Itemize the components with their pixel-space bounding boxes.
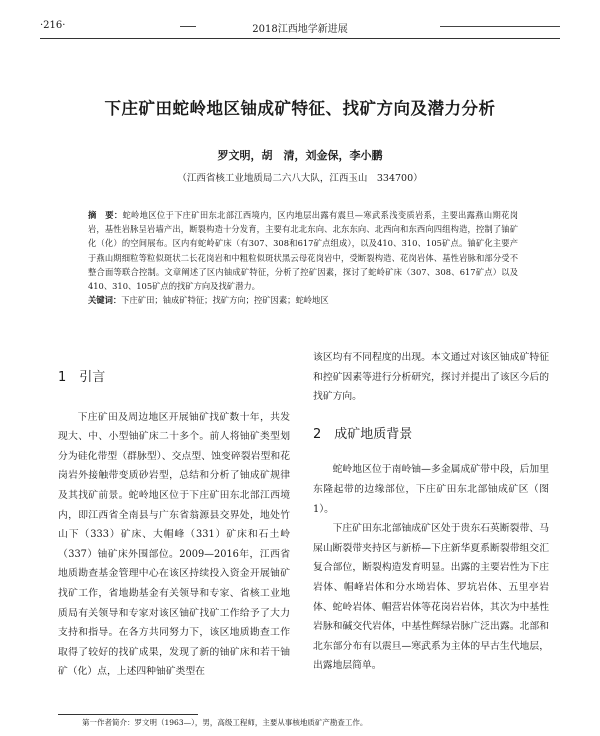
author-list: 罗文明，胡 清，刘金保，李小鹏	[217, 149, 383, 162]
abstract	[88, 208, 518, 293]
section-heading-introduction: 1 引言	[58, 370, 106, 385]
footnote: 第一作者简介：罗文明（1963—），男，高级工程师，主要从事核地质矿产勘查工作。	[82, 718, 368, 727]
header-divider	[40, 38, 560, 39]
body-paragraph: 蛇岭地区位于南岭铀—多金属成矿带中段，后加里东隆起带的边缘部位，下庄矿田东北部铀成矿区（图1）。	[313, 464, 549, 515]
header-rule-mark	[440, 26, 560, 27]
page-header	[40, 20, 560, 36]
left-column	[58, 368, 290, 682]
section-heading-geology: 2 成矿地质背景	[313, 426, 413, 442]
footnote-divider	[58, 714, 198, 715]
page-number: ·216·	[40, 20, 66, 31]
right-column	[313, 348, 549, 676]
abstract-text: 蛇岭地区位于下庄矿田东北部江西境内，区内地层出露有震旦—寒武系浅变质岩系，主要出露燕山期花岗岩，基性岩脉呈岩墙产出，断裂构造十分发育，主要有北北东向、北东东向、北西向和东西向四组构造，控制了铀矿化（化）的空间展布。区内有蛇岭矿床（有307、308和617矿点组成），以及410、310、105矿点。铀矿化主要产于燕山期细粒等粒似斑状二长花岗岩和中粗粒似斑状黑云母花岗岩中，受断裂构造、花岗岩体、基性岩脉和部分受不整合面等联合控制。文章阐述了区内铀成矿特征，分析了控矿因素，探讨了蛇岭矿床（307、308、617矿点）以及410、310、105矿点的找矿方向及找矿潜力。	[88, 210, 518, 292]
keywords	[88, 294, 518, 306]
body-paragraph: 该区均有不同程度的出现。本文通过对该区铀成矿特征和控矿因素等进行分析研究，探讨并提出了该区今后的找矿方向。	[313, 352, 549, 403]
body-paragraph: 下庄矿田及周边地区开展铀矿找矿数十年，共发现大、中、小型铀矿床二十多个。前人将铀矿类型划分为硅化带型（群脉型）、交点型、蚀变碎裂岩型和花岗岩外接触带变质砂岩型，总结和分析了铀成矿规律及其找矿前景。蛇岭地区位于下庄矿田东北部江西境内，即江西省全南县与广东省翁源县交界处，地处竹山下（333）矿床、大帽峰（331）矿床和石土岭（337）铀矿床外围部位。2009—2016年，江西省地质勘查基金管理中心在该区持续投入资金开展铀矿找矿工作，省地勘基金有关领导和专家、省核工业地质局有关领导和专家对该区铀矿找矿工作给予了大力支持和指导。在各方共同努力下，该区地质勘查工作取得了较好的找矿成果，发现了新的铀矿床和若干铀矿（化）点，上述四种铀矿类型在	[58, 411, 290, 678]
keywords-label: 关键词：	[88, 295, 122, 305]
abstract-label: 摘 要：	[88, 210, 123, 220]
body-paragraph: 下庄矿田东北部铀成矿区处于贵东石英断裂带、马屎山断裂带夹持区与新桥—下庄新华夏系断裂带组交汇复合部位，断裂构造发育明显。出露的主要岩性为下庄岩体、帽峰岩体和分水坳岩体、罗坑岩体、五里亭岩体、蛇岭岩体、帽营岩体等花岗岩岩体，其次为中基性岩脉和碱交代岩体，中基性辉绿岩脉广泛出露。北部和北东部分布有以震旦—寒武系为主体的早古生代地层，出露地层简单。	[313, 523, 549, 672]
affiliation: （江西省核工业地质局二六八大队，江西玉山 334700）	[177, 173, 423, 184]
paper-title: 下庄矿田蛇岭地区铀成矿特征、找矿方向及潜力分析	[104, 99, 496, 118]
keywords-text: 下庄矿田；铀成矿特征；找矿方向；控矿因素；蛇岭地区	[121, 295, 329, 305]
journal-name: 2018江西地学新进展	[252, 24, 348, 35]
